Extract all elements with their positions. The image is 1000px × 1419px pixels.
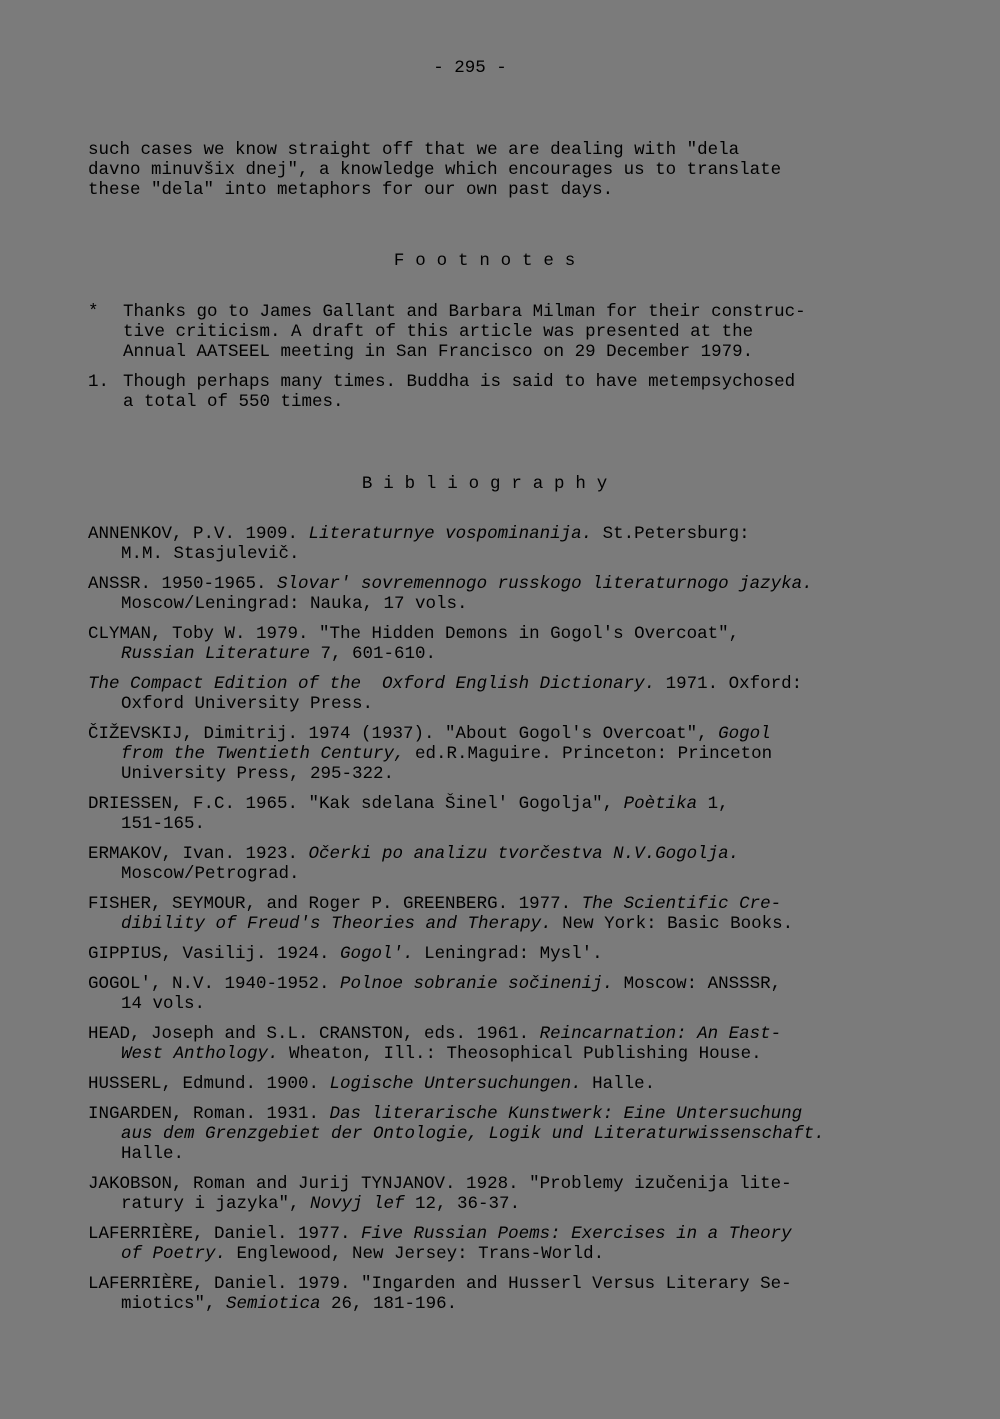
bibliography-text: Englewood, New Jersey: Trans-World.: [226, 1244, 605, 1264]
bibliography-line: [88, 1194, 988, 1214]
bibliography-line: [88, 814, 988, 834]
bibliography-text: FISHER, SEYMOUR, and Roger P. GREENBERG. 1977.: [88, 894, 582, 914]
bibliography-title-text: Russian Literature: [121, 644, 311, 664]
bibliography-entry: [88, 1104, 988, 1164]
bibliography-title-text: Polnoe sobranie sočinenij.: [340, 974, 614, 994]
bibliography-line: [88, 844, 988, 864]
bibliography-line: [88, 864, 988, 884]
bibliography-text: M.M. Stasjulevič.: [121, 544, 300, 564]
bibliography-entry: [88, 974, 988, 1014]
bibliography-entry: [88, 894, 988, 934]
bibliography-title-text: Das literarische Kunstwerk: Eine Untersuchung: [329, 1104, 803, 1124]
bibliography-title-text: of Poetry.: [121, 1244, 227, 1264]
bibliography-entry: [88, 1274, 988, 1314]
bibliography-text: ratury i jazyka",: [121, 1194, 311, 1214]
bibliography-title-text: from the Twentieth Century,: [121, 744, 405, 764]
bibliography-line: [88, 894, 988, 914]
bibliography-title-text: Poètika: [623, 794, 698, 814]
bibliography-line: [88, 1074, 988, 1094]
bibliography-title-text: dibility of Freud's Theories and Therapy.: [121, 914, 552, 934]
bibliography-line: [88, 914, 988, 934]
bibliography-text: 1971. Oxford:: [655, 674, 803, 694]
bibliography-text: Moscow: ANSSSR,: [613, 974, 782, 994]
bibliography-line: [88, 674, 988, 694]
bibliography-title-text: Novyj lef: [310, 1194, 405, 1214]
intro-paragraph: [88, 140, 948, 200]
bibliography-line: [88, 1044, 988, 1064]
bibliography-line: [88, 624, 988, 644]
footnote-line: Annual AATSEEL meeting in San Francisco on 29 December 1979.: [123, 342, 754, 362]
bibliography-text: DRIESSEN, F.C. 1965. "Kak sdelana Šinel' Gogolja",: [88, 794, 624, 814]
bibliography-text: LAFERRIÈRE, Daniel. 1977.: [88, 1224, 362, 1244]
bibliography-text: JAKOBSON, Roman and Jurij TYNJANOV. 1928. "Problemy izučenija lite-: [88, 1174, 792, 1194]
bibliography-text: 26, 181-196.: [320, 1294, 458, 1314]
footnotes-list: [88, 302, 948, 422]
bibliography-entry: [88, 1024, 988, 1064]
bibliography-title-text: Slovar' sovremennogo russkogo literaturnogo jazyka.: [277, 574, 813, 594]
bibliography-text: CLYMAN, Toby W. 1979. "The Hidden Demons in Gogol's Overcoat",: [88, 624, 740, 644]
bibliography-line: [88, 594, 988, 614]
intro-line: such cases we know straight off that we are dealing with "dela: [88, 140, 740, 160]
bibliography-line: [88, 1144, 988, 1164]
bibliography-title-text: Očerki po analizu tvorčestva N.V.Gogolja.: [308, 844, 740, 864]
bibliography-line: [88, 764, 988, 784]
bibliography-line: [88, 1174, 988, 1194]
bibliography-text: INGARDEN, Roman. 1931.: [88, 1104, 330, 1124]
bibliography-line: [88, 574, 988, 594]
bibliography-text: Leningrad: Mysl'.: [413, 944, 603, 964]
footnote: [88, 372, 948, 412]
page-number: - 295 -: [433, 58, 507, 78]
footnote-line: Though perhaps many times. Buddha is said to have metempsychosed: [123, 372, 796, 392]
bibliography-line: [88, 974, 988, 994]
bibliography-line: [88, 1024, 988, 1044]
footnote-line: a total of 550 times.: [123, 392, 344, 412]
bibliography-title-text: Reincarnation: An East-: [539, 1024, 782, 1044]
bibliography-text: ČIŽEVSKIJ, Dimitrij. 1974 (1937). "About Gogol's Overcoat",: [88, 724, 719, 744]
bibliography-title-text: aus dem Grenzgebiet der Ontologie, Logik und Literaturwissenschaft.: [121, 1124, 825, 1144]
footnote-line: Thanks go to James Gallant and Barbara Milman for their construc-: [123, 302, 806, 322]
bibliography-heading: Bibliography: [361, 474, 619, 494]
bibliography-text: GOGOL', N.V. 1940-1952.: [88, 974, 341, 994]
bibliography-line: [88, 1274, 988, 1294]
bibliography-entry: [88, 794, 988, 834]
bibliography-line: [88, 994, 988, 1014]
bibliography-text: Oxford University Press.: [121, 694, 374, 714]
bibliography-text: HEAD, Joseph and S.L. CRANSTON, eds. 1961.: [88, 1024, 540, 1044]
bibliography-title-text: Gogol'.: [340, 944, 414, 964]
bibliography-line: [88, 744, 988, 764]
footnote-marker: *: [88, 302, 99, 322]
bibliography-text: 7, 601-610.: [310, 644, 437, 664]
bibliography-text: 1,: [697, 794, 729, 814]
bibliography-entry: [88, 1174, 988, 1214]
bibliography-entry: [88, 944, 988, 964]
intro-line: davno minuvšix dnej", a knowledge which encourages us to translate: [88, 160, 782, 180]
bibliography-title-text: Gogol: [718, 724, 771, 744]
bibliography-line: [88, 524, 988, 544]
bibliography-entry: [88, 724, 988, 784]
bibliography-text: ed.R.Maguire. Princeton: Princeton: [404, 744, 773, 764]
bibliography-text: 12, 36-37.: [404, 1194, 521, 1214]
bibliography-text: miotics",: [121, 1294, 227, 1314]
footnote-line: tive criticism. A draft of this article was presented at the: [123, 322, 754, 342]
bibliography-title-text: Semiotica: [226, 1294, 321, 1314]
bibliography-line: [88, 1224, 988, 1244]
bibliography-line: [88, 794, 988, 814]
bibliography-line: [88, 1124, 988, 1144]
bibliography-entry: [88, 1074, 988, 1094]
bibliography-text: Wheaton, Ill.: Theosophical Publishing House.: [278, 1044, 762, 1064]
bibliography-text: LAFERRIÈRE, Daniel. 1979. "Ingarden and Husserl Versus Literary Se-: [88, 1274, 792, 1294]
bibliography-text: Moscow/Leningrad: Nauka, 17 vols.: [121, 594, 468, 614]
footnote-marker: 1.: [88, 372, 110, 392]
bibliography-text: ANSSR. 1950-1965.: [88, 574, 278, 594]
bibliography-title-text: Five Russian Poems: Exercises in a Theory: [361, 1224, 792, 1244]
bibliography-text: Moscow/Petrograd.: [121, 864, 300, 884]
bibliography-title-text: West Anthology.: [121, 1044, 279, 1064]
bibliography-entry: [88, 574, 988, 614]
bibliography-text: Halle.: [121, 1144, 185, 1164]
footnotes-heading: Footnotes: [393, 251, 587, 271]
bibliography-text: ERMAKOV, Ivan. 1923.: [88, 844, 309, 864]
bibliography-title-text: Logische Untersuchungen.: [329, 1074, 582, 1094]
bibliography-text: 151-165.: [121, 814, 206, 834]
bibliography-line: [88, 644, 988, 664]
bibliography-entry: [88, 674, 988, 714]
bibliography-line: [88, 944, 988, 964]
bibliography-text: St.Petersburg:: [592, 524, 750, 544]
bibliography-line: [88, 1104, 988, 1124]
bibliography-title-text: Literaturnye vospominanija.: [308, 524, 593, 544]
bibliography-entry: [88, 624, 988, 664]
bibliography-text: New York: Basic Books.: [551, 914, 794, 934]
bibliography-text: 14 vols.: [121, 994, 206, 1014]
bibliography-line: [88, 694, 988, 714]
bibliography-line: [88, 724, 988, 744]
bibliography-list: [88, 524, 988, 1324]
bibliography-text: GIPPIUS, Vasilij. 1924.: [88, 944, 341, 964]
intro-line: these "dela" into metaphors for our own past days.: [88, 180, 614, 200]
bibliography-text: Halle.: [581, 1074, 656, 1094]
footnote: [88, 302, 948, 362]
bibliography-line: [88, 1294, 988, 1314]
bibliography-entry: [88, 844, 988, 884]
bibliography-text: HUSSERL, Edmund. 1900.: [88, 1074, 330, 1094]
bibliography-text: University Press, 295-322.: [121, 764, 395, 784]
bibliography-line: [88, 1244, 988, 1264]
bibliography-entry: [88, 524, 988, 564]
bibliography-text: ANNENKOV, P.V. 1909.: [88, 524, 309, 544]
bibliography-line: [88, 544, 988, 564]
bibliography-title-text: The Compact Edition of the Oxford English Dictionary.: [88, 674, 656, 694]
bibliography-title-text: The Scientific Cre-: [581, 894, 782, 914]
bibliography-entry: [88, 1224, 988, 1264]
